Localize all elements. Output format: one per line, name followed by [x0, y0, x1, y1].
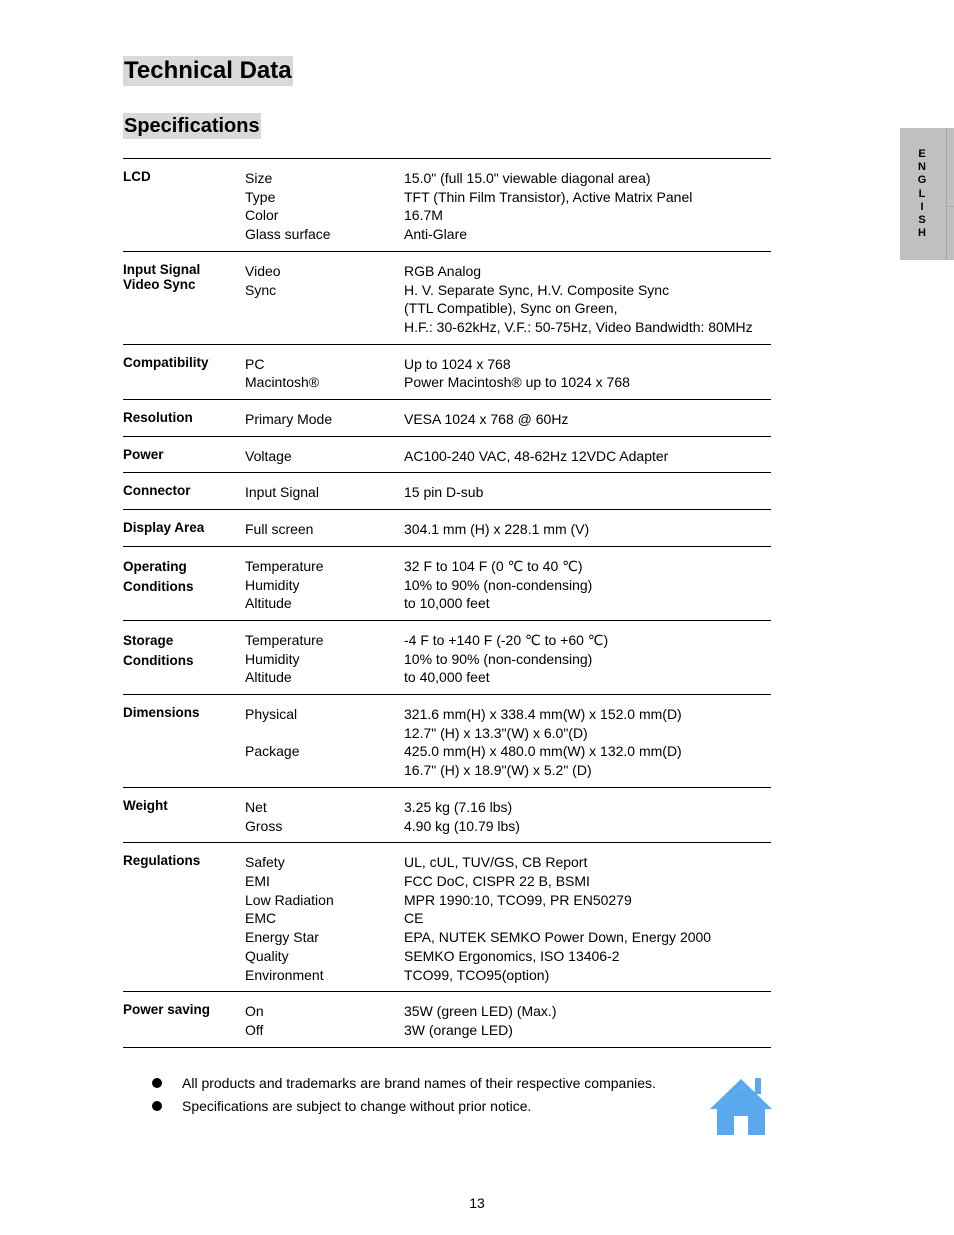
spec-key: Off	[245, 1021, 264, 1038]
spec-item	[245, 355, 771, 374]
spec-value	[404, 1021, 771, 1040]
spec-value	[404, 557, 771, 576]
spec-value	[404, 631, 771, 650]
spec-key: Quality	[245, 947, 289, 964]
spec-category-line: Power	[123, 446, 164, 462]
spec-value-line: 32 F to 104 F (0 ℃ to 40 ℃)	[404, 557, 583, 574]
spec-value	[404, 225, 771, 244]
spec-row	[123, 437, 771, 474]
spec-value	[404, 483, 771, 502]
spec-category-line: Display Area	[123, 520, 205, 536]
language-tab-letter: I	[920, 200, 924, 213]
spec-items	[245, 1002, 771, 1039]
language-tab-letter: H	[918, 227, 926, 240]
spec-category-line: LCD	[123, 169, 151, 184]
spec-item	[245, 576, 771, 595]
spec-item	[245, 188, 771, 207]
language-tab-letter: G	[917, 174, 927, 187]
spec-value	[404, 281, 771, 337]
spec-value-line: 16.7" (H) x 18.9"(W) x 5.2" (D)	[404, 762, 592, 779]
spec-category-line: Dimensions	[123, 705, 200, 721]
spec-key: Size	[245, 170, 273, 186]
spec-category-line: Storage	[123, 632, 174, 648]
spec-category-line: Input Signal	[123, 261, 201, 277]
spec-items	[245, 410, 771, 429]
page-number: 13	[469, 1195, 485, 1211]
spec-key: EMC	[245, 910, 277, 927]
spec-value	[404, 262, 771, 281]
spec-items	[245, 557, 771, 613]
spec-value-line: 35W (green LED) (Max.)	[404, 1003, 557, 1020]
tab-divider	[946, 206, 954, 207]
language-tab-letter: L	[918, 187, 926, 200]
home-icon-graphic	[708, 1076, 774, 1136]
language-tab-letter: E	[918, 148, 926, 160]
spec-value	[404, 742, 771, 779]
spec-value	[404, 928, 771, 947]
spec-value	[404, 891, 771, 910]
spec-value	[404, 798, 771, 817]
spec-key: Environment	[245, 966, 324, 983]
spec-value	[404, 668, 771, 687]
spec-key: Safety	[245, 854, 285, 871]
spec-key: Energy Star	[245, 929, 319, 946]
spec-value	[404, 169, 771, 188]
spec-value-line: RGB Analog	[404, 262, 482, 279]
spec-item	[245, 631, 771, 650]
spec-category-line: Resolution	[123, 410, 193, 426]
spec-category-line: Connector	[123, 483, 191, 499]
spec-value	[404, 373, 771, 392]
home-icon[interactable]	[708, 1076, 774, 1136]
spec-category	[123, 262, 245, 337]
language-tab-letter: N	[918, 161, 926, 174]
spec-item	[245, 742, 771, 779]
spec-category	[123, 483, 245, 502]
specifications-table	[123, 158, 771, 1048]
spec-value	[404, 909, 771, 928]
spec-category	[123, 798, 245, 835]
spec-items	[245, 705, 771, 780]
spec-value-line: MPR 1990:10, TCO99, PR EN50279	[404, 891, 632, 908]
spec-value	[404, 520, 771, 539]
spec-row	[123, 621, 771, 695]
spec-value-line: 3W (orange LED)	[404, 1021, 513, 1038]
spec-value-line: Power Macintosh® up to 1024 x 768	[404, 374, 630, 391]
spec-item	[245, 1021, 771, 1040]
spec-key: Temperature	[245, 557, 324, 574]
spec-key: Humidity	[245, 576, 300, 593]
spec-value-line: 15 pin D-sub	[404, 484, 484, 501]
spec-row	[123, 400, 771, 437]
spec-category	[123, 355, 245, 392]
spec-value-line: 16.7M	[404, 207, 443, 224]
spec-key: Package	[245, 743, 300, 760]
spec-items	[245, 447, 771, 466]
spec-value-line: 321.6 mm(H) x 338.4 mm(W) x 152.0 mm(D)	[404, 706, 682, 723]
spec-items	[245, 520, 771, 539]
spec-value-line: 304.1 mm (H) x 228.1 mm (V)	[404, 521, 590, 538]
spec-value-line: 4.90 kg (10.79 lbs)	[404, 817, 520, 834]
spec-item	[245, 520, 771, 539]
spec-row	[123, 345, 771, 400]
spec-value	[404, 206, 771, 225]
spec-item	[245, 650, 771, 669]
spec-items	[245, 262, 771, 337]
spec-key: Type	[245, 188, 276, 205]
spec-key: Macintosh®	[245, 374, 320, 391]
spec-item	[245, 798, 771, 817]
spec-item	[245, 262, 771, 281]
spec-key: Temperature	[245, 631, 324, 648]
language-tab	[900, 128, 954, 260]
spec-row	[123, 547, 771, 621]
bullet-icon	[152, 1101, 162, 1111]
spec-category-line: Weight	[123, 797, 168, 813]
bullet-icon	[152, 1078, 162, 1088]
spec-key: On	[245, 1003, 264, 1020]
spec-items	[245, 169, 771, 244]
spec-items	[245, 798, 771, 835]
page-title: Technical Data	[124, 57, 292, 84]
spec-items	[245, 853, 771, 984]
spec-category	[123, 520, 245, 539]
spec-value-line: 12.7" (H) x 13.3"(W) x 6.0"(D)	[404, 724, 588, 741]
tab-divider	[946, 128, 947, 260]
spec-value-line: VESA 1024 x 768 @ 60Hz	[404, 411, 569, 428]
spec-value	[404, 966, 771, 985]
spec-key: EMI	[245, 872, 270, 889]
spec-key: Video	[245, 262, 281, 279]
spec-value	[404, 355, 771, 374]
spec-key: Glass surface	[245, 226, 331, 243]
spec-row	[123, 992, 771, 1047]
spec-key: Voltage	[245, 447, 292, 464]
note-text: Specifications are subject to change without prior notice.	[182, 1097, 532, 1114]
spec-value-line: 3.25 kg (7.16 lbs)	[404, 798, 513, 815]
spec-value-line: to 40,000 feet	[404, 669, 490, 686]
spec-value	[404, 853, 771, 872]
spec-value	[404, 705, 771, 742]
spec-value-line: 10% to 90% (non-condensing)	[404, 650, 593, 667]
spec-key: Color	[245, 207, 279, 224]
spec-items	[245, 355, 771, 392]
spec-value-line: EPA, NUTEK SEMKO Power Down, Energy 2000	[404, 929, 712, 946]
spec-item	[245, 817, 771, 836]
spec-item	[245, 447, 771, 466]
spec-key: Full screen	[245, 521, 314, 538]
spec-item	[245, 373, 771, 392]
spec-row	[123, 788, 771, 843]
spec-value	[404, 872, 771, 891]
spec-item	[245, 557, 771, 576]
note-item	[152, 1071, 656, 1094]
spec-key: Gross	[245, 817, 283, 834]
note-text: All products and trademarks are brand names of their respective companies.	[182, 1074, 656, 1091]
spec-row	[123, 252, 771, 345]
spec-key: Altitude	[245, 595, 292, 612]
language-tab-letter: S	[918, 214, 926, 227]
spec-category-line: Operating	[123, 558, 187, 574]
spec-value-line: 10% to 90% (non-condensing)	[404, 576, 593, 593]
spec-item	[245, 1002, 771, 1021]
spec-value-line: FCC DoC, CISPR 22 B, BSMI	[404, 872, 590, 889]
spec-category	[123, 853, 245, 984]
spec-value-line: AC100-240 VAC, 48-62Hz 12VDC Adapter	[404, 447, 669, 464]
spec-key: Low Radiation	[245, 891, 334, 908]
spec-value-line: CE	[404, 910, 424, 927]
section-title: Specifications	[124, 115, 260, 137]
spec-item	[245, 928, 771, 947]
spec-value-line: Up to 1024 x 768	[404, 355, 511, 372]
spec-value-line: 15.0" (full 15.0" viewable diagonal area)	[404, 170, 651, 186]
spec-key: Input Signal	[245, 484, 319, 501]
spec-value	[404, 594, 771, 613]
spec-category-line: Power saving	[123, 1002, 211, 1018]
note-item	[152, 1094, 656, 1117]
spec-category	[123, 631, 245, 687]
spec-value	[404, 817, 771, 836]
spec-row	[123, 695, 771, 788]
spec-category	[123, 1002, 245, 1039]
spec-key: Sync	[245, 281, 277, 298]
spec-item	[245, 594, 771, 613]
spec-item	[245, 668, 771, 687]
spec-key: Altitude	[245, 669, 292, 686]
spec-row	[123, 843, 771, 992]
spec-category-line: Compatibility	[123, 354, 209, 370]
spec-key: Net	[245, 798, 267, 815]
spec-key: Humidity	[245, 650, 300, 667]
spec-category	[123, 447, 245, 466]
spec-row	[123, 473, 771, 510]
spec-category-line: Regulations	[123, 853, 201, 869]
spec-value-line: Anti-Glare	[404, 226, 468, 243]
spec-item	[245, 909, 771, 928]
spec-value	[404, 947, 771, 966]
spec-items	[245, 483, 771, 502]
spec-value-line: 425.0 mm(H) x 480.0 mm(W) x 132.0 mm(D)	[404, 743, 682, 760]
spec-value	[404, 188, 771, 207]
spec-item	[245, 891, 771, 910]
spec-item	[245, 872, 771, 891]
spec-value-line: TCO99, TCO95(option)	[404, 966, 550, 983]
spec-value-line: H.F.: 30-62kHz, V.F.: 50-75Hz, Video Bandwidth: 80MHz	[404, 318, 753, 335]
spec-category	[123, 705, 245, 780]
spec-item	[245, 966, 771, 985]
spec-item	[245, 410, 771, 429]
language-tab-label	[915, 148, 929, 240]
spec-value	[404, 576, 771, 595]
spec-category	[123, 557, 245, 613]
spec-value-line: SEMKO Ergonomics, ISO 13406-2	[404, 947, 620, 964]
spec-item	[245, 483, 771, 502]
spec-value-line: to 10,000 feet	[404, 595, 490, 612]
spec-item	[245, 281, 771, 337]
spec-value	[404, 410, 771, 429]
spec-category	[123, 169, 245, 244]
spec-category-line: Conditions	[123, 652, 194, 668]
spec-category-line: Conditions	[123, 578, 194, 594]
spec-category	[123, 410, 245, 429]
spec-item	[245, 705, 771, 742]
spec-items	[245, 631, 771, 687]
notes-list	[152, 1071, 656, 1117]
spec-value-line: -4 F to +140 F (-20 ℃ to +60 ℃)	[404, 631, 609, 648]
spec-value	[404, 1002, 771, 1021]
spec-item	[245, 206, 771, 225]
spec-key: Primary Mode	[245, 411, 333, 428]
spec-value	[404, 650, 771, 669]
spec-value-line: UL, cUL, TUV/GS, CB Report	[404, 854, 588, 871]
spec-category-line: Video Sync	[123, 276, 196, 292]
spec-value	[404, 447, 771, 466]
spec-value-line: H. V. Separate Sync, H.V. Composite Sync	[404, 281, 670, 298]
spec-row	[123, 510, 771, 547]
spec-item	[245, 947, 771, 966]
spec-item	[245, 853, 771, 872]
spec-item	[245, 169, 771, 188]
spec-row	[123, 159, 771, 252]
spec-value-line: (TTL Compatible), Sync on Green,	[404, 300, 618, 317]
spec-key: Physical	[245, 706, 298, 723]
spec-item	[245, 225, 771, 244]
spec-key: PC	[245, 355, 265, 372]
spec-value-line: TFT (Thin Film Transistor), Active Matrix Panel	[404, 188, 693, 205]
